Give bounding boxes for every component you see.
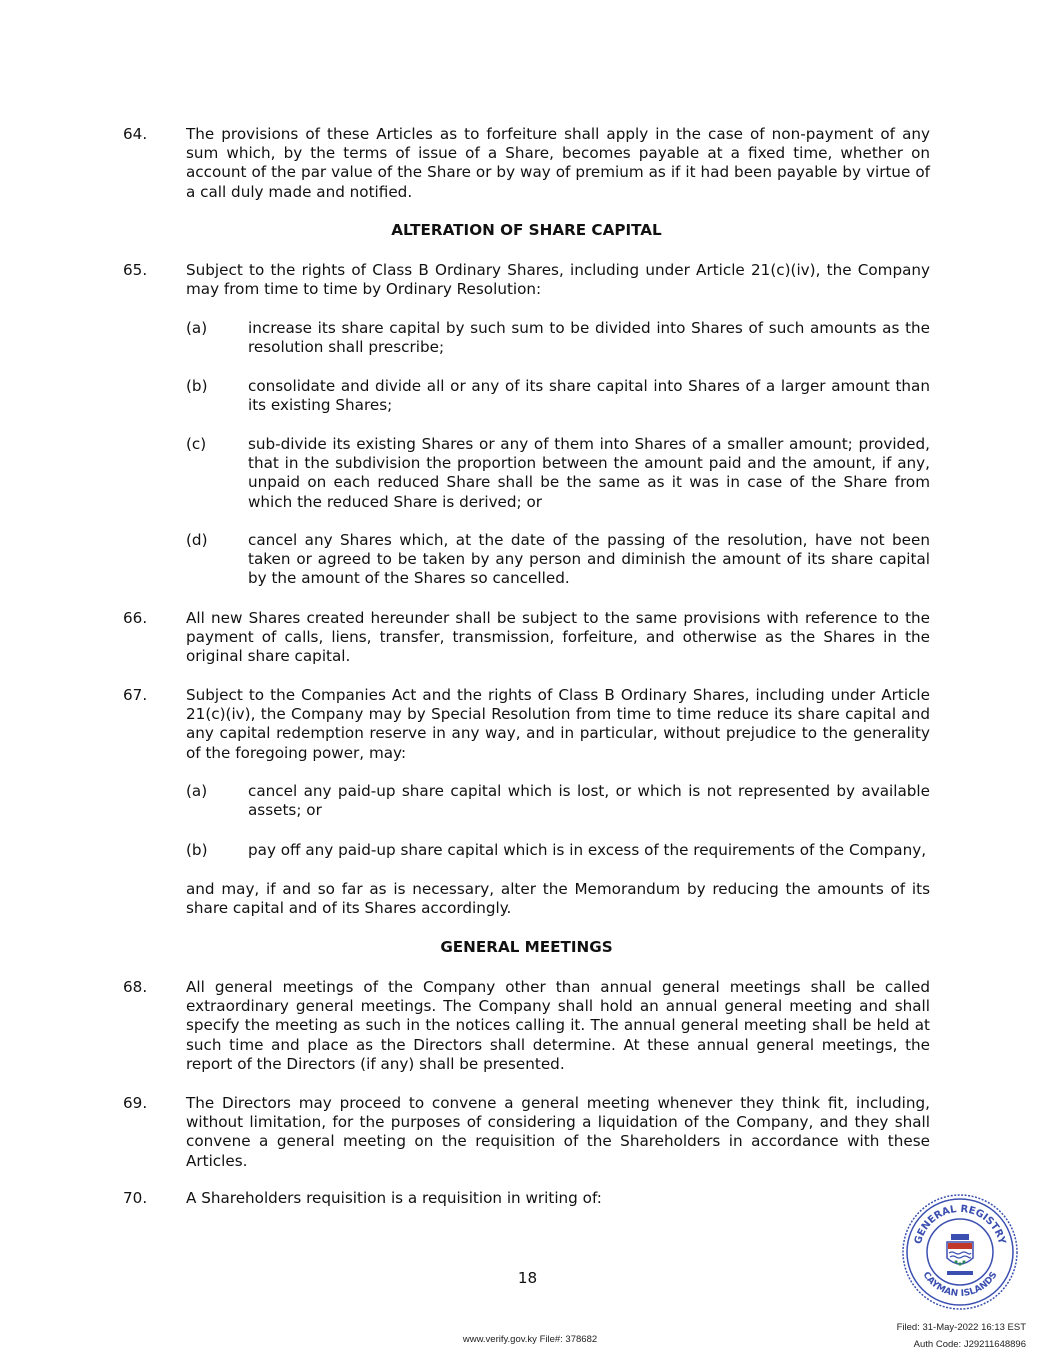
article-65-c: [186, 435, 930, 512]
filing-stamp: [897, 1319, 1026, 1353]
article-text: A Shareholders requisition is a requisition in writing of:: [186, 1189, 602, 1207]
article-number: 66.: [123, 609, 148, 627]
sub-label: (d): [186, 531, 208, 549]
seal-top-text: GENERAL REGISTRY: [912, 1203, 1008, 1246]
article-text: All general meetings of the Company other than annual general meetings shall be called extraordinary general meetings. The Company shall hold an annual general meeting and shall specify the meeting as such in the notices calling it. The annual general meeting shall be held at such time and place as the Directors shall determine. At these annual general meetings, the report of the Directors (if any) shall be presented.: [186, 978, 930, 1073]
sub-label: (a): [186, 782, 208, 800]
article-68: [123, 978, 930, 1074]
article-number: 65.: [123, 261, 148, 279]
sub-label: (c): [186, 435, 207, 453]
article-64: [123, 125, 930, 202]
article-text: The provisions of these Articles as to forfeiture shall apply in the case of non-payment of any sum which, by the terms of issue of a Share, becomes payable at a fixed time, whether on account of the par value of the Share or by way of premium as if it had been payable by virtue of a call duly made and notified.: [186, 125, 930, 201]
seal-bottom-text: CAYMAN ISLANDS: [920, 1270, 1000, 1300]
article-number: 67.: [123, 686, 148, 704]
article-number: 68.: [123, 978, 148, 996]
sub-text: increase its share capital by such sum to be divided into Shares of such amounts as the resolution shall prescribe;: [248, 319, 930, 357]
article-70: [123, 1189, 930, 1208]
article-number: 69.: [123, 1094, 148, 1112]
sub-label: (b): [186, 377, 208, 395]
article-65: [123, 261, 930, 299]
sub-label: (b): [186, 841, 208, 859]
page-number: 18: [517, 1269, 538, 1287]
auth-code: Auth Code: J29211648896: [913, 1339, 1026, 1350]
sub-text: sub-divide its existing Shares or any of them into Shares of a smaller amount; provided, that in the subdivision the proportion between the amount paid and the amount, if any, unpaid on each reduced Share shall be the same as it was in case of the Share from which the reduced Share is derived; or: [248, 435, 930, 511]
article-67-a: [186, 782, 930, 820]
sub-text: pay off any paid-up share capital which is in excess of the requirements of the Company,: [248, 841, 927, 859]
general-registry-seal: [900, 1192, 1020, 1312]
article-text: Subject to the Companies Act and the rights of Class B Ordinary Shares, including under Article 21(c)(iv), the Company may by Special Resolution from time to time reduce its share capital and any capital redemption reserve in any way, and in particular, without prejudice to the generality of the foregoing power, may:: [186, 686, 930, 762]
article-65-a: [186, 319, 930, 357]
article-67: [123, 686, 930, 763]
sub-label: (a): [186, 319, 208, 337]
article-65-d: [186, 531, 930, 589]
coat-of-arms-icon: [947, 1234, 973, 1275]
article-65-b: [186, 377, 930, 415]
filed-date: Filed: 31-May-2022 16:13 EST: [896, 1322, 1026, 1333]
sub-text: consolidate and divide all or any of its share capital into Shares of a larger amount than its existing Shares;: [248, 377, 930, 415]
footer-verify-url: www.verify.gov.ky File#: 378682: [462, 1334, 598, 1345]
sub-text: cancel any paid-up share capital which is lost, or which is not represented by available assets; or: [248, 782, 930, 820]
article-67-tail: and may, if and so far as is necessary, alter the Memorandum by reducing the amounts of its share capital and of its Shares accordingly.: [186, 880, 930, 918]
article-text: All new Shares created hereunder shall be subject to the same provisions with reference to the payment of calls, liens, transfer, transmission, forfeiture, and otherwise as the Shares in the original share capital.: [186, 609, 930, 666]
section-heading-alteration: ALTERATION OF SHARE CAPITAL: [391, 221, 662, 239]
article-number: 70.: [123, 1189, 148, 1207]
sub-text: cancel any Shares which, at the date of the passing of the resolution, have not been taken or agreed to be taken by any person and diminish the amount of its share capital by the amount of the Shares so cancelled.: [248, 531, 930, 588]
section-heading-general-meetings: GENERAL MEETINGS: [440, 938, 613, 956]
article-number: 64.: [123, 125, 148, 143]
article-66: [123, 609, 930, 667]
article-text: Subject to the rights of Class B Ordinary Shares, including under Article 21(c)(iv), the Company may from time to time by Ordinary Resolution:: [186, 261, 930, 299]
article-text: The Directors may proceed to convene a general meeting whenever they think fit, including, without limitation, for the purposes of considering a liquidation of the Company, and they shall convene a general meeting on the requisition of the Shareholders in accordance with these Articles.: [186, 1094, 930, 1170]
article-69: [123, 1094, 930, 1171]
article-67-b: [186, 841, 930, 860]
